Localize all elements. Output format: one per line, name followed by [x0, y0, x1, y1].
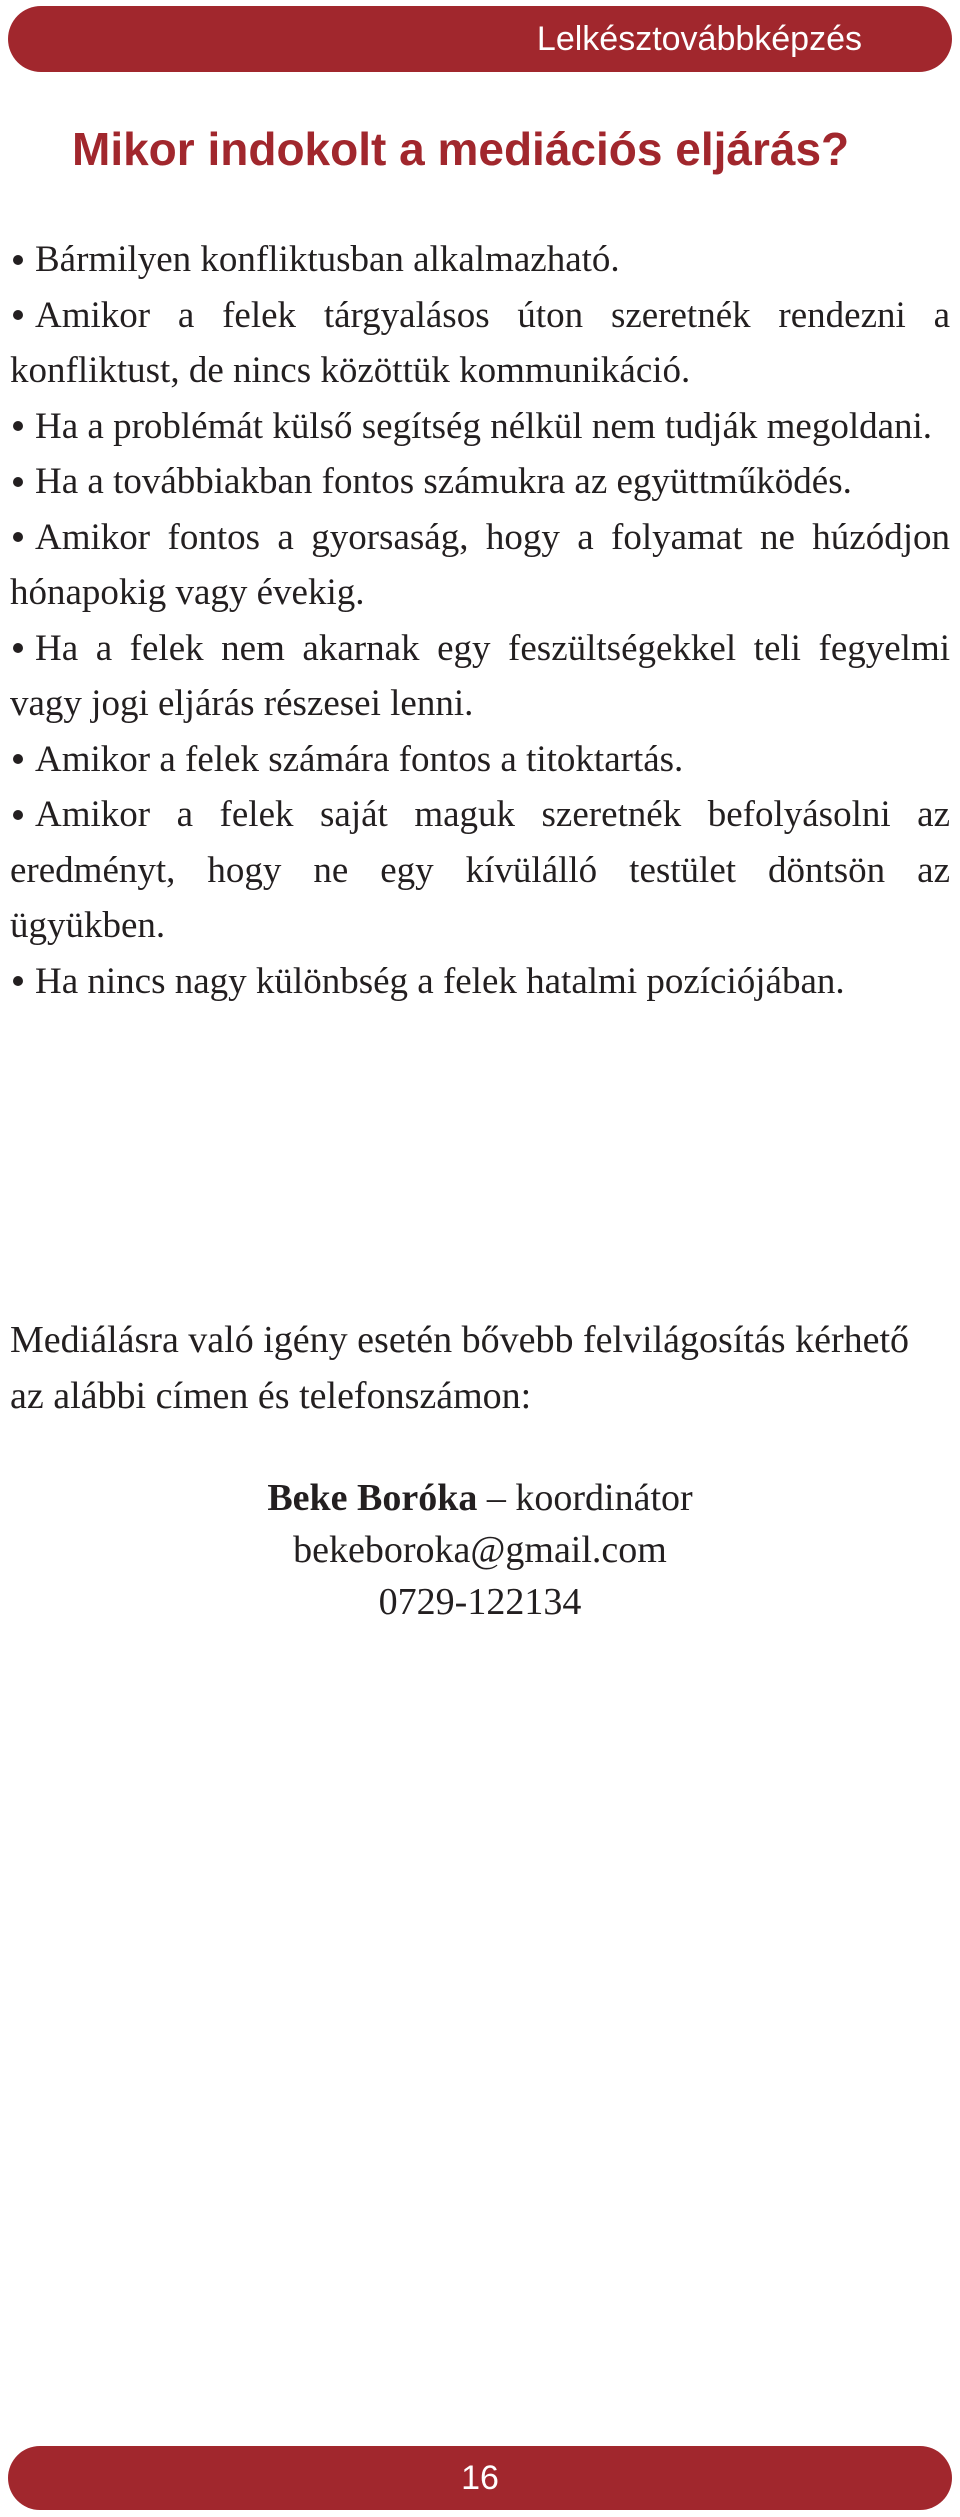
list-item-text: Amikor a felek tárgyalásos úton szeretnék rendezni a konfliktust, de nincs közöttük kommunikáció.: [10, 294, 950, 391]
contact-phone: 0729-122134: [378, 1581, 582, 1623]
list-item-text: Amikor a felek saját maguk szeretnék befolyásolni az eredményt, hogy ne egy kívülálló testület döntsön az ügyükben.: [10, 794, 950, 946]
contact-name: Beke Boróka: [267, 1477, 478, 1519]
list-item-text: Ha a problémát külső segítség nélkül nem tudják megoldani.: [35, 405, 933, 447]
contact-name-line: [0, 1472, 960, 1524]
info-paragraph: Mediálásra való igény esetén bővebb felvilágosítás kérhető az alábbi címen és telefonszámon:: [10, 1319, 910, 1417]
contact-email: bekeboroka@gmail.com: [293, 1529, 667, 1571]
page-number: 16: [461, 2459, 499, 2497]
list-item: [10, 454, 950, 510]
contact-role: – koordinátor: [477, 1477, 693, 1519]
section-title: Mikor indokolt a mediációs eljárás?: [72, 123, 850, 175]
list-item: [10, 621, 950, 732]
list-item: [10, 787, 950, 954]
bullet-icon: [13, 810, 23, 820]
list-item: [10, 288, 950, 399]
list-item: [10, 232, 950, 288]
list-item-text: Ha nincs nagy különbség a felek hatalmi pozíciójában.: [35, 960, 845, 1002]
footer-bar: [8, 2446, 952, 2510]
contact-block: [0, 1472, 960, 1628]
list-item-text: Bármilyen konfliktusban alkalmazható.: [35, 239, 620, 280]
bullet-icon: [13, 532, 23, 542]
list-item: [10, 732, 950, 788]
list-item: [10, 399, 950, 455]
list-item-text: Amikor fontos a gyorsaság, hogy a folyamat ne húzódjon hónapokig vagy évekig.: [10, 516, 950, 613]
bullet-list: [10, 232, 950, 1009]
header-bar: [8, 6, 952, 72]
bullet-icon: [13, 477, 23, 487]
list-item-text: Ha a felek nem akarnak egy feszültségekkel teli fegyelmi vagy jogi eljárás részesei lenni.: [10, 627, 950, 724]
list-item: [10, 510, 950, 621]
list-item-text: Ha a továbbiakban fontos számukra az együttműködés.: [35, 461, 852, 502]
bullet-icon: [13, 255, 23, 265]
list-item-text: Amikor a felek számára fontos a titoktartás.: [35, 738, 684, 780]
bullet-icon: [13, 976, 23, 986]
list-item: [10, 954, 950, 1010]
bullet-icon: [13, 310, 23, 320]
header-title: Lelkésztovábbképzés: [536, 20, 862, 58]
bullet-icon: [13, 754, 23, 764]
bullet-icon: [13, 421, 23, 431]
bullet-icon: [13, 643, 23, 653]
